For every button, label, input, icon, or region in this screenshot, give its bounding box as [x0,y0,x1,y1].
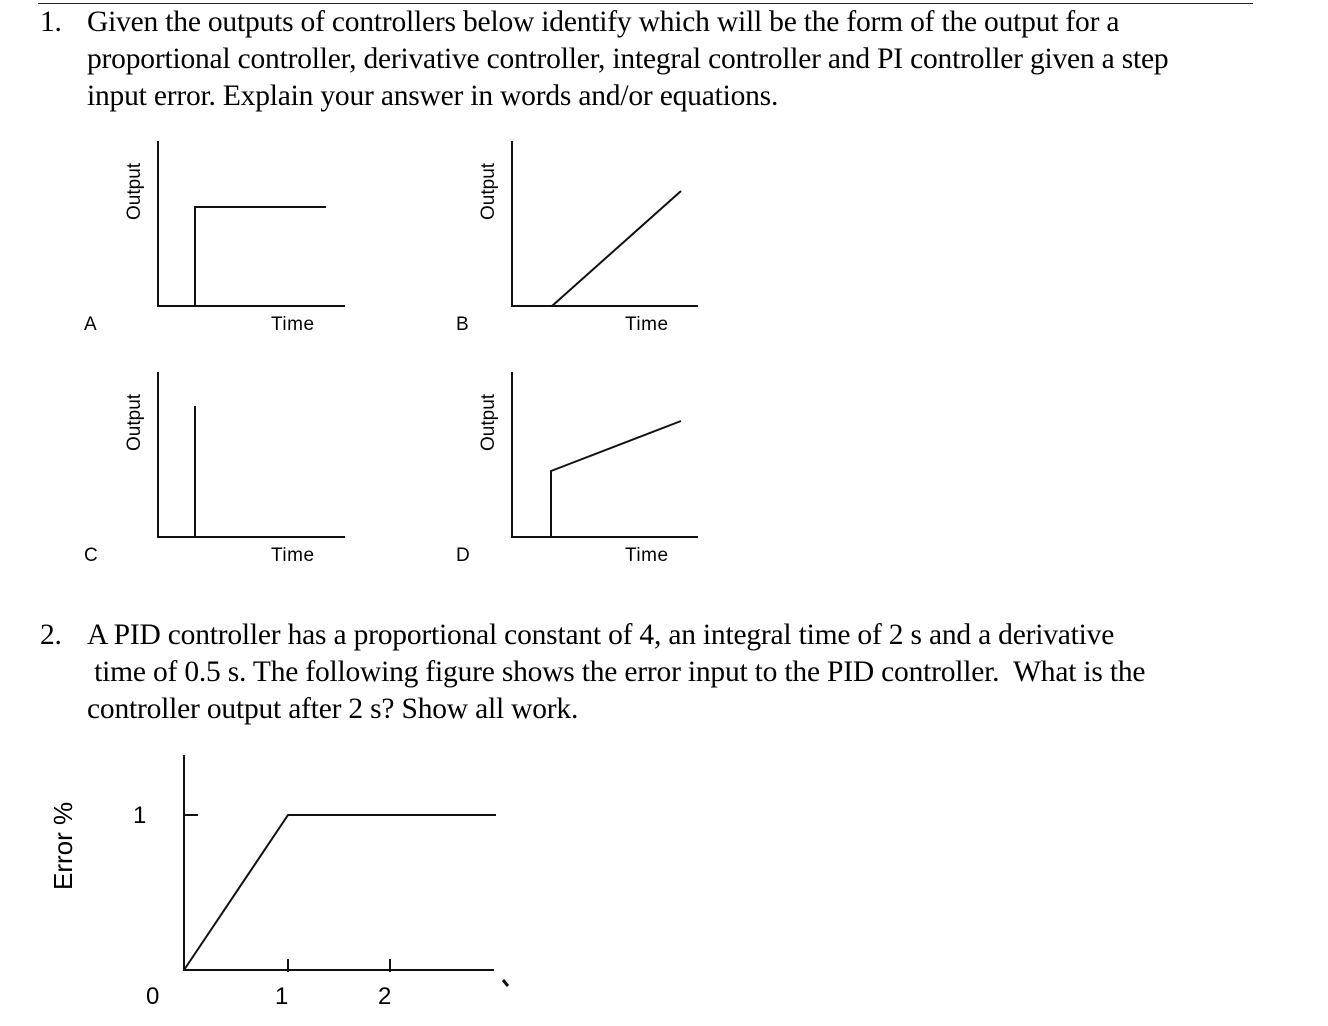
plot-b-label: B [456,314,469,335]
stray-mark [503,980,508,986]
error-input-plot [0,740,560,1026]
plot-b-xlabel: Time [625,314,669,335]
plot-c [84,372,345,566]
question-2-line-3: controller output after 2 s? Show all work. [87,693,579,725]
question-1-number: 1. [40,6,62,38]
plot-d-curve [551,421,681,537]
plot-c-ylabel: Output [124,393,145,451]
error-ylabel: Error % [48,801,78,890]
question-2 [40,617,1300,732]
question-2-line-2: time of 0.5 s. The following figure shows the error input to the PID controller. What is the [87,656,1146,688]
error-xtick-2-label: 2 [378,983,392,1010]
plot-d-ylabel: Output [478,393,499,451]
plot-b-curve [552,191,681,306]
question-1-line-1: Given the outputs of controllers below identify which will be the form of the output for a [87,6,1120,38]
plot-a [84,141,345,335]
plot-d-label: D [456,545,470,566]
question-1-line-3: input error. Explain your answer in words and/or equations. [87,80,779,112]
plot-b [456,141,698,335]
error-xtick-1-label: 1 [275,983,289,1010]
plot-d-xlabel: Time [625,545,669,566]
plot-a-xlabel: Time [271,314,315,335]
error-xtick-0-label: 0 [146,983,160,1010]
plot-a-label: A [84,314,97,335]
error-curve [184,815,496,970]
error-ytick-1-label: 1 [133,802,147,829]
question-2-number: 2. [40,619,62,651]
plot-b-ylabel: Output [478,162,499,220]
question-1-line-2: proportional controller, derivative controller, integral controller and PI controller given a step [87,43,1169,75]
question-2-line-1: A PID controller has a proportional constant of 4, an integral time of 2 s and a derivative [87,619,1115,651]
plot-a-curve [195,207,326,306]
plot-c-xlabel: Time [271,545,315,566]
plot-d [456,372,698,566]
plot-a-ylabel: Output [124,162,145,220]
plot-c-label: C [84,545,98,566]
